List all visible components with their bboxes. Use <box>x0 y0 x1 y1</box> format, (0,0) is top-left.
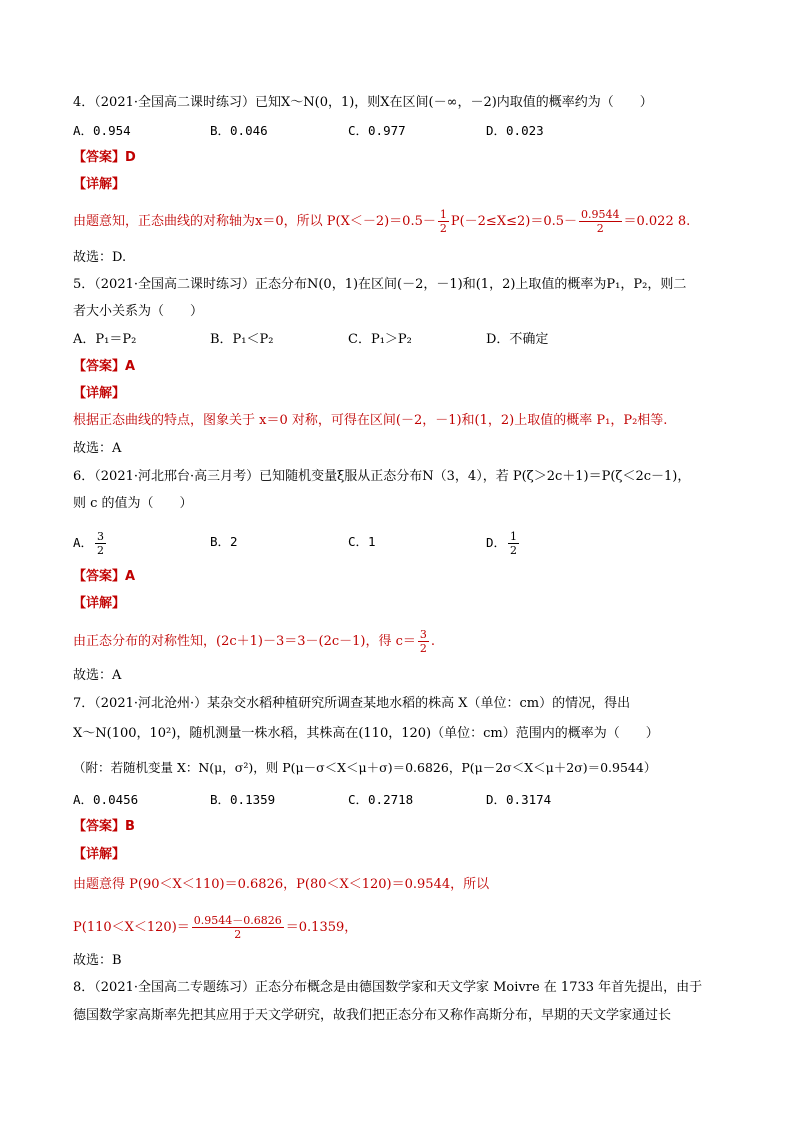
q7-detail-header: 【详解】 <box>73 847 126 862</box>
q4-detail-header: 【详解】 <box>73 177 126 192</box>
q7-stem-line-3: （附：若随机变量 X：N(μ，σ²)，则 P(μ－σ＜X＜μ＋σ)＝0.6826，P(μ－2σ＜X＜μ＋2σ)＝0.9544） <box>73 760 657 775</box>
q4-fraction-2 <box>579 208 622 235</box>
q6-option-a-prefix: A． <box>73 535 94 550</box>
q6-option-b: B．2 <box>210 534 238 549</box>
q4-option-b: B．0.046 <box>210 123 268 138</box>
q4-frac2-den: 2 <box>596 222 604 235</box>
q6-option-a <box>73 530 108 557</box>
q8-stem-line-2: 德国数学家高斯率先把其应用于天文学研究，故我们把正态分布又称作高斯分布，早期的天文学家通过长 <box>73 1008 672 1023</box>
q6-explain-num: 3 <box>419 628 427 641</box>
q6-stem-line-2: 则 c 的值为（ ） <box>73 496 193 511</box>
q6-option-d <box>486 530 521 557</box>
q7-explain2-end: ＝0.1359， <box>285 920 358 935</box>
q5-explanation: 根据正态曲线的特点，图象关于 x＝0 对称，可得在区间(－2，－1)和(1，2)上取值的概率 P₁，P₂相等. <box>73 413 668 428</box>
q6-opt-a-num: 3 <box>97 530 105 543</box>
q6-option-a-fraction <box>95 530 106 557</box>
q4-frac1-num: 1 <box>439 208 447 221</box>
q7-explain2-den: 2 <box>234 928 242 941</box>
q6-detail-header: 【详解】 <box>73 596 126 611</box>
q4-stem: 4．（2021·全国高二课时练习）已知X～N(0，1)，则X在区间(－∞，－2)内取值的概率约为（ ） <box>73 95 653 110</box>
q4-explanation <box>73 208 690 235</box>
q7-stem-line-2: X～N(100，10²)，随机测量一株水稻，其株高在(110，120)（单位：cm）范围内的概率为（ ） <box>73 726 659 741</box>
q4-option-c: C．0.977 <box>348 123 406 138</box>
q7-explain2-num: 0.9544－0.6826 <box>193 914 282 927</box>
q7-explain2-pre: P(110＜X＜120)＝ <box>73 920 190 935</box>
q5-stem-line-1: 5．（2021·全国高二课时练习）正态分布N(0，1)在区间(－2，－1)和(1，2)上取值的概率为P₁，P₂，则二 <box>73 277 687 292</box>
q5-choose: 故选：A <box>73 441 122 456</box>
q4-option-a: A．0.954 <box>73 123 131 138</box>
q7-option-a: A．0.0456 <box>73 792 139 807</box>
q6-option-d-prefix: D． <box>486 535 507 550</box>
q6-opt-d-den: 2 <box>510 544 518 557</box>
q6-answer: 【答案】A <box>73 569 136 584</box>
q7-explanation-line-2 <box>73 914 357 941</box>
q6-explain-den: 2 <box>419 642 427 655</box>
q7-explain-fraction <box>192 914 284 941</box>
q7-stem-line-1: 7．（2021·河北沧州·）某杂交水稻种植研究所调查某地水稻的株高 X（单位：cm）的情况，得出 <box>73 696 631 711</box>
q7-option-c: C．0.2718 <box>348 792 414 807</box>
q6-opt-a-den: 2 <box>97 544 105 557</box>
q5-stem-line-2: 者大小关系为（ ） <box>73 304 204 319</box>
q5-option-a: A．P₁＝P₂ <box>73 332 137 347</box>
q4-frac2-num: 0.9544 <box>581 208 620 221</box>
q8-stem-line-1: 8．（2021·全国高二专题练习）正态分布概念是由德国数学家和天文学家 Moivre 在 1733 年首先提出，由于 <box>73 980 703 995</box>
q4-fraction-1 <box>438 208 449 235</box>
q7-explanation-line-1: 由题意得 P(90＜X＜110)＝0.6826，P(80＜X＜120)＝0.9544，所以 <box>73 877 490 892</box>
q6-explain-fraction <box>418 628 429 655</box>
q5-option-b: B．P₁＜P₂ <box>210 332 274 347</box>
q4-explain-end: ＝0.022 8. <box>623 214 691 229</box>
q7-answer: 【答案】B <box>73 819 135 834</box>
q6-option-c: C．1 <box>348 534 376 549</box>
q6-explain-end: . <box>430 634 436 649</box>
q6-opt-d-num: 1 <box>510 530 518 543</box>
q4-explain-mid: x＝0，所以 P(X＜－2)＝0.5－ <box>255 214 436 229</box>
q4-explain-mid2: P(－2≤X≤2)＝0.5－ <box>450 214 577 229</box>
q4-option-d: D．0.023 <box>486 123 544 138</box>
q6-choose: 故选：A <box>73 668 122 683</box>
q5-option-d: D．不确定 <box>486 332 549 347</box>
q5-detail-header: 【详解】 <box>73 386 126 401</box>
q6-explanation <box>73 628 435 655</box>
q7-option-d: D．0.3174 <box>486 792 552 807</box>
q6-option-d-fraction <box>508 530 519 557</box>
q5-option-c: C．P₁＞P₂ <box>348 332 412 347</box>
q4-explain-pre: 由题意知，正态曲线的对称轴为 <box>73 214 256 229</box>
q5-answer: 【答案】A <box>73 359 136 374</box>
q6-stem-line-1: 6．（2021·河北邢台·高三月考）已知随机变量ξ服从正态分布N（3，4），若 P(ζ＞2c＋1)＝P(ζ＜2c－1)， <box>73 469 691 484</box>
q7-choose: 故选：B <box>73 953 122 968</box>
q6-explain-pre: 由正态分布的对称性知，(2c＋1)－3＝3－(2c－1)，得 c＝ <box>73 634 416 649</box>
q7-option-b: B．0.1359 <box>210 792 276 807</box>
q4-choose: 故选：D. <box>73 250 127 265</box>
q4-frac1-den: 2 <box>439 222 447 235</box>
q4-answer: 【答案】D <box>73 150 136 165</box>
